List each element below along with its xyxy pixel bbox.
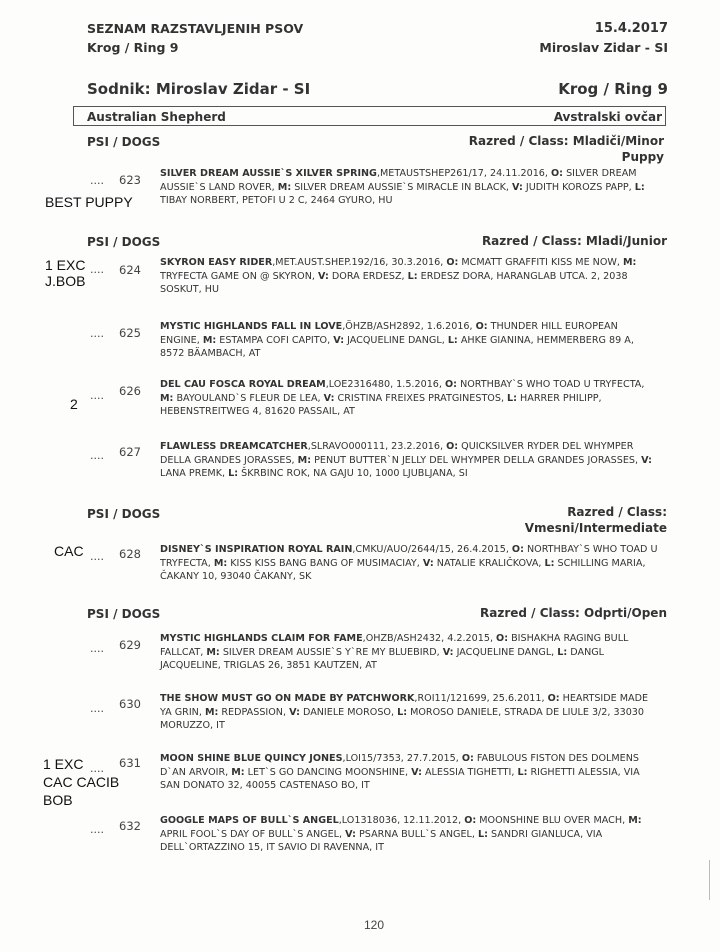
catalog-number: 628	[119, 547, 141, 561]
entry-details: ,MET.AUST.SHEP.192/16, 30.3.2016, O: MCMATT GRAFFITI KISS ME NOW, M: TRYFECTA GAME ON @ SKYRON, V: DORA ERDESZ, L: ERDESZ DORA, HARANGLAB UTCA. 2, 2038 SOSKUT, HU	[160, 257, 637, 296]
class-label: Razred / Class: Odprti/Open	[480, 606, 667, 620]
catalog-number: 624	[119, 263, 141, 277]
dog-name: MYSTIC HIGHLANDS CLAIM FOR FAME	[160, 633, 363, 644]
entry-text	[160, 256, 660, 297]
ring-line: Krog / Ring 9	[558, 80, 668, 98]
handwritten-award: 2	[70, 396, 78, 412]
ring-label: Krog / Ring 9	[87, 40, 179, 55]
entry-text	[160, 167, 660, 208]
dog-name: DISNEY`S INSPIRATION ROYAL RAIN	[160, 544, 353, 555]
catalog-number: 626	[119, 384, 141, 398]
dog-name: SKYRON EASY RIDER	[160, 257, 273, 268]
catalog-number: 623	[119, 173, 141, 187]
dog-name: FLAWLESS DREAMCATCHER	[160, 441, 308, 452]
handwritten-award: 1 EXC J.BOB	[45, 257, 86, 289]
class-label: Razred / Class: Mladi/Junior	[481, 234, 667, 248]
section-label: PSI / DOGS	[87, 607, 161, 621]
entry-dots: ....	[90, 327, 104, 340]
class-label: Razred / Class: Mladiči/Minor Puppy	[468, 134, 664, 164]
catalog-number: 627	[119, 445, 141, 459]
dog-name: THE SHOW MUST GO ON MADE BY PATCHWORK	[160, 693, 415, 704]
section-label: PSI / DOGS	[87, 507, 161, 521]
entry-dots: ....	[90, 762, 104, 775]
section-label: PSI / DOGS	[87, 235, 161, 249]
entry-details: ,ÖHZB/ASH2892, 1.6.2016, O: THUNDER HILL EUROPEAN ENGINE, M: ESTAMPA COFI CAPITO, V: JACQUELINE DANGL, L: AHKE GIANINA, HEMMERBERG 89 A, 8572 BÄAMBACH, AT	[160, 321, 634, 360]
date: 15.4.2017	[594, 21, 668, 36]
entry-dots: ....	[90, 389, 104, 402]
list-title: SEZNAM RAZSTAVLJENIH PSOV	[87, 21, 304, 36]
dog-name: MYSTIC HIGHLANDS FALL IN LOVE	[160, 321, 343, 332]
breed-name-sl: Avstralski ovčar	[553, 110, 662, 124]
entry-dots: ....	[90, 642, 104, 655]
catalog-number: 632	[119, 819, 141, 833]
entry-dots: ....	[90, 174, 104, 187]
entry-text	[160, 320, 660, 361]
entry-details: ,LOE2316480, 1.5.2016, O: NORTHBAY`S WHO TOAD U TRYFECTA, M: BAYOULAND`S FLEUR DE LEA, V: CRISTINA FREIXES PRATGINESTOS, L: HARRER PHILIPP, HEBENSTREITWEG 4, 81620 PASSAIL, AT	[160, 379, 645, 418]
page-number: 120	[364, 918, 385, 932]
handwritten-award: BEST PUPPY	[45, 194, 133, 210]
catalog-number: 629	[119, 638, 141, 652]
entry-text	[160, 378, 660, 419]
entry-details: ,OHZB/ASH2432, 4.2.2015, O: BISHAKHA RAGING BULL FALLCAT, M: SILVER DREAM AUSSIE`S Y`RE MY BLUEBIRD, V: JACQUELINE DANGL, L: DANGL JACQUELINE, TRIGLAS 26, 3851 KAUTZEN, AT	[160, 633, 629, 672]
entry-dots: ....	[90, 823, 104, 836]
entry-text	[160, 752, 660, 793]
entry-details: ,SLRAVO000111, 23.2.2016, O: QUICKSILVER RYDER DEL WHYMPER DELLA GRANDES JORASSES, M: PENUT BUTTER`N JELLY DEL WHYMPER DELLA GRANDES JORASSES, V: LANA PREMK, L: ŠKRBINC ROK, NA GAJU 10, 1000 LJUBLJANA, SI	[160, 441, 652, 480]
entry-text	[160, 814, 660, 855]
entry-details: ,METAUSTSHEP261/17, 24.11.2016, O: SILVER DREAM AUSSIE`S LAND ROVER, M: SILVER DREAM AUSSIE`S MIRACLE IN BLACK, V: JUDITH KOROZS PAPP, L: TIBAY NORBERT, PETOFI U 2 C, 2464 GYURO, HU	[160, 168, 645, 207]
dog-name: SILVER DREAM AUSSIE`S XILVER SPRING	[160, 168, 377, 179]
entry-dots: ....	[90, 449, 104, 462]
section-label: PSI / DOGS	[87, 135, 161, 149]
catalog-number: 631	[119, 756, 141, 770]
judge-line: Sodnik: Miroslav Zidar - SI	[87, 80, 311, 98]
entry-details: ,LO1318036, 12.11.2012, O: MOONSHINE BLU OVER MACH, M: APRIL FOOL`S DAY OF BULL`S ANGEL, V: PSARNA BULL`S ANGEL, L: SANDRI GIANLUCA, VIA DELL`ORTAZZINO 15, IT SAVIO DI RAVENNA, IT	[160, 815, 642, 854]
dog-name: DEL CAU FOSCA ROYAL DREAM	[160, 379, 326, 390]
entry-text	[160, 543, 660, 584]
dog-name: MOON SHINE BLUE QUINCY JONES	[160, 753, 343, 764]
handwritten-award: 1 EXC CAC CACIB BOB	[43, 756, 120, 808]
scan-artifact	[709, 860, 710, 900]
catalog-number: 630	[119, 697, 141, 711]
dog-name: GOOGLE MAPS OF BULL`S ANGEL	[160, 815, 339, 826]
entry-details: ,LOI15/7353, 27.7.2015, O: FABULOUS FISTON DES DOLMENS D`AN ARVOIR, M: LET`S GO DANCING MOONSHINE, V: ALESSIA TIGHETTI, L: RIGHETTI ALESSIA, VIA SAN DONATO 32, 40055 CASTENASO BO, IT	[160, 753, 640, 792]
entry-text	[160, 692, 660, 733]
entry-dots: ....	[90, 702, 104, 715]
entry-text	[160, 440, 660, 481]
judge-short: Miroslav Zidar - SI	[539, 40, 668, 55]
entry-details: ,ROI11/121699, 25.6.2011, O: HEARTSIDE MADE YA GRIN, M: REDPASSION, V: DANIELE MOROSO, L: MOROSO DANIELE, STRADA DE LIULE 3/2, 33030 MORUZZO, IT	[160, 693, 649, 732]
breed-name-en: Australian Shepherd	[87, 110, 226, 124]
catalog-number: 625	[119, 326, 141, 340]
handwritten-award: CAC	[54, 543, 84, 559]
class-label: Razred / Class: Vmesni/Intermediate	[524, 505, 667, 535]
entry-dots: ....	[90, 550, 104, 563]
entry-text	[160, 632, 660, 673]
entry-details: ,CMKU/AUO/2644/15, 26.4.2015, O: NORTHBAY`S WHO TOAD U TRYFECTA, M: KISS KISS BANG BANG OF MUSIMACIAY, V: NATALIE KRALIČKOVA, L: SCHILLING MARIA, ČAKANY 10, 93040 ČAKANY, SK	[160, 544, 658, 583]
entry-dots: ....	[90, 263, 104, 276]
